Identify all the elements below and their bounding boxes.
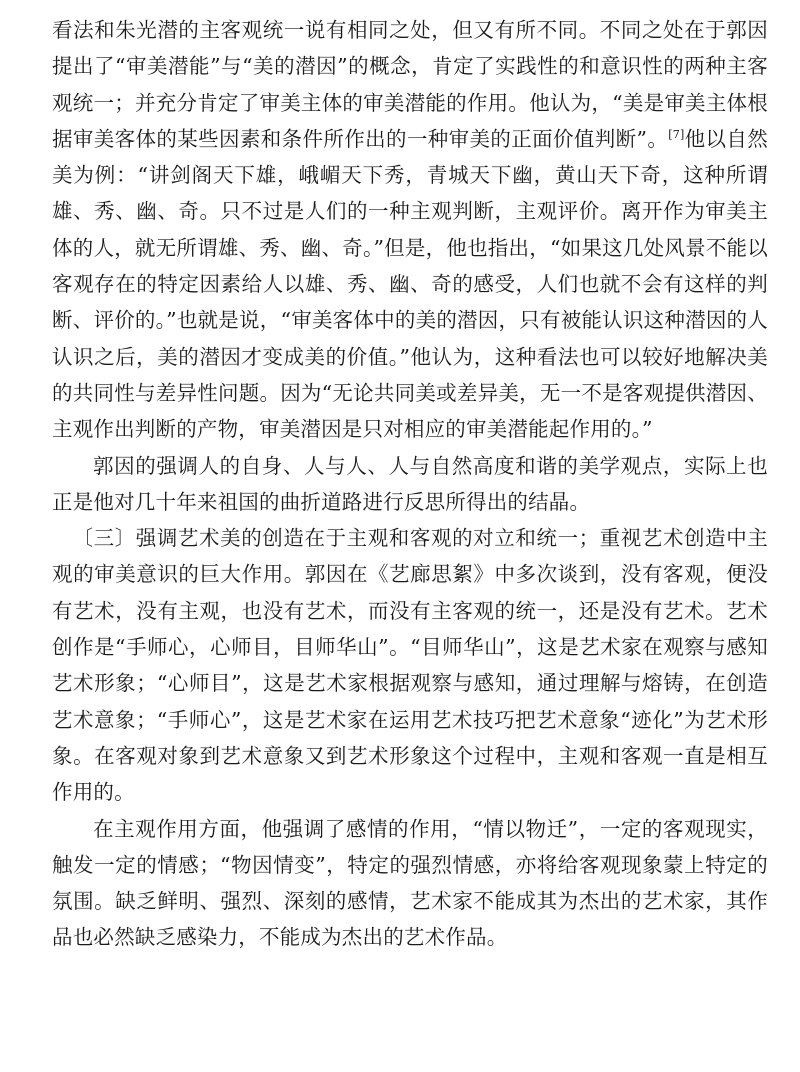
paragraph-4: 在主观作用方面，他强调了感情的作用，“情以物迁”，一定的客观现实，触发一定的情感；“物因情变”，特定的强烈情感，亦将给客观现象蒙上特定的氛围。缺乏鲜明、强烈、深刻的感情，艺术家不能成其为杰出的艺术家，其作品也必然缺乏感染力，不能成为杰出的艺术作品。 (52, 816, 768, 950)
paragraph-1-text-a: 看法和朱光潜的主客观统一说有相同之处，但又有所不同。不同之处在于郭因提出了“审美潜能”与“美的潜因”的概念，肯定了实践性的和意识性的两种主客观统一；并充分肯定了审美主体的审美潜能的作用。他认为，“美是审美主体根据审美客体的某些因素和条件所作出的一种审美的正面价值判断”。 (52, 18, 768, 151)
footnote-marker: [7] (668, 128, 685, 142)
paragraph-3: 〔三〕强调艺术美的创造在于主观和客观的对立和统一；重视艺术创造中主观的审美意识的巨大作用。郭因在《艺廊思絮》中多次谈到，没有客观，便没有艺术，没有主观，也没有艺术，而没有主客观的统一，还是没有艺术。艺术创作是“手师心，心师目，目师华山”。“目师华山”，这是艺术家在观察与感知艺术形象；“心师目”，这是艺术家根据观察与感知，通过理解与熔铸，在创造艺术意象；“手师心”，这是艺术家在运用艺术技巧把艺术意象“迹化”为艺术形象。在客观对象到艺术意象又到艺术形象这个过程中，主观和客观一直是相互作用的。 (52, 526, 768, 805)
paragraph-1 (52, 12, 768, 448)
paragraph-1-text-b: 他以自然美为例：“讲剑阁天下雄，峨嵋天下秀，青城天下幽，黄山天下奇，这种所谓雄、秀、幽、奇。只不过是人们的一种主观判断，主观评价。离开作为审美主体的人，就无所谓雄、秀、幽、奇。”但是，他也指出，“如果这几处风景不能以客观存在的特定因素给人以雄、秀、幽、奇的感受，人们也就不会有这样的判断、评价的。”也就是说，“审美客体中的美的潜因，只有被能认识这种潜因的人认识之后，美的潜因才变成美的价值。”他认为，这种看法也可以较好地解决美的共同性与差异性问题。因为“无论共同美或差异美，无一不是客观提供潜因、主观作出判断的产物，审美潜因是只对相应的审美潜能起作用的。” (52, 126, 768, 442)
body-text (52, 12, 768, 956)
paragraph-2: 郭因的强调人的自身、人与人、人与自然高度和谐的美学观点，实际上也正是他对几十年来祖国的曲折道路进行反思所得出的结晶。 (52, 453, 768, 514)
